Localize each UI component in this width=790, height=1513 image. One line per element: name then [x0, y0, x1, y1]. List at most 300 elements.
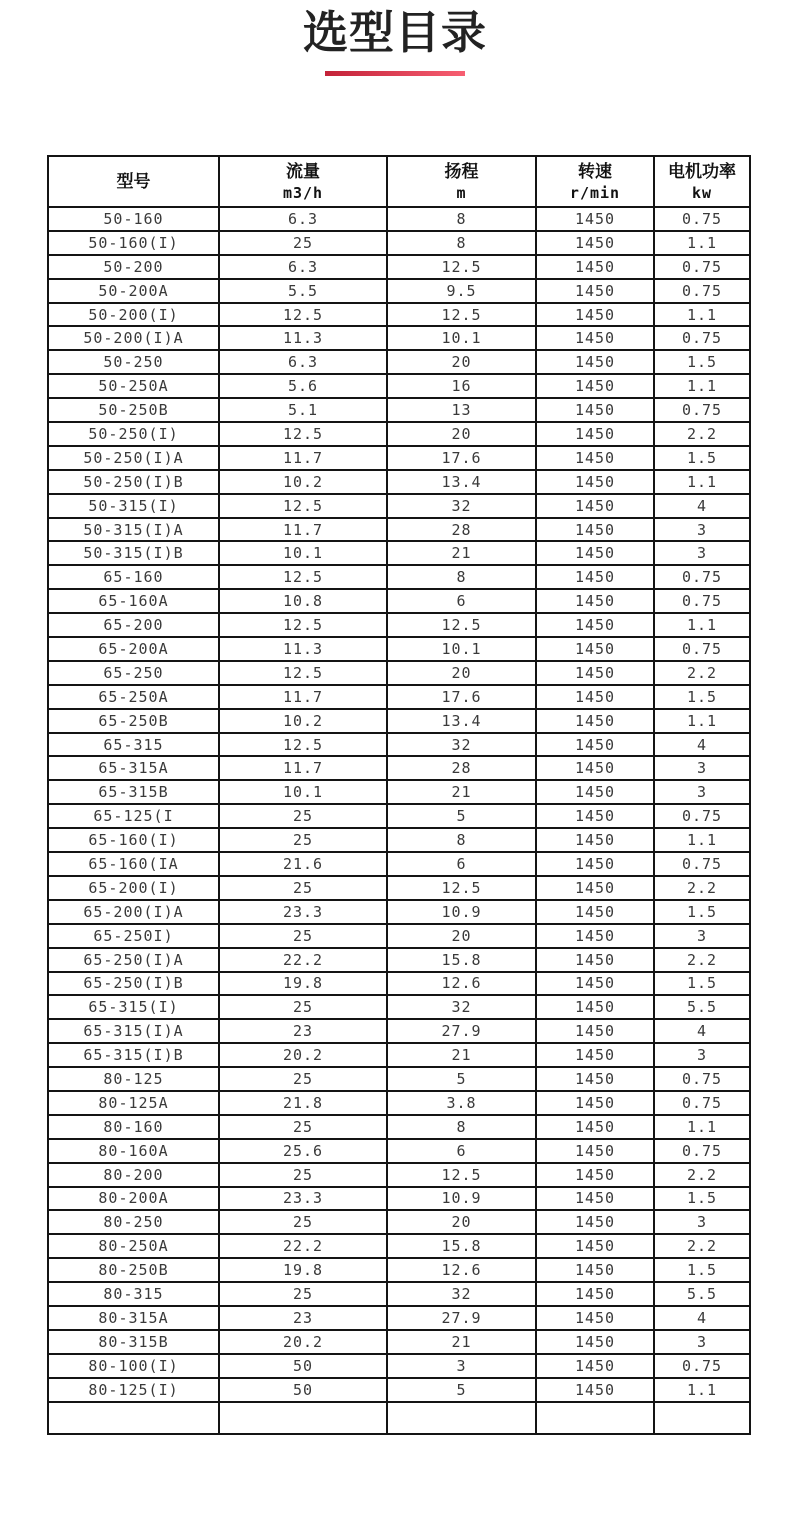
- page-title: 选型目录: [302, 6, 487, 59]
- selection-table-container: [47, 155, 753, 1435]
- cell-model: 80-200: [48, 1163, 219, 1187]
- cell-speed: 1450: [536, 804, 654, 828]
- table-body: [48, 207, 750, 1434]
- cell-speed: 1450: [536, 685, 654, 709]
- cell-model: 50-315(I): [48, 494, 219, 518]
- cell-power: 0.75: [654, 1354, 750, 1378]
- cell-speed: 1450: [536, 470, 654, 494]
- cell-power: 3: [654, 756, 750, 780]
- cell-power: 3: [654, 1210, 750, 1234]
- cell-head: 8: [387, 1115, 536, 1139]
- cell-head: 8: [387, 565, 536, 589]
- cell-speed: 1450: [536, 1210, 654, 1234]
- cell-head: 21: [387, 541, 536, 565]
- cell-head: 6: [387, 1139, 536, 1163]
- table-row: [48, 350, 750, 374]
- table-row: [48, 661, 750, 685]
- cell-power: 1.5: [654, 972, 750, 996]
- cell-model: 65-160(I): [48, 828, 219, 852]
- cell-speed: 1450: [536, 828, 654, 852]
- cell-flow: 20.2: [219, 1330, 387, 1354]
- cell-flow: 22.2: [219, 948, 387, 972]
- cell-model: 50-250(I): [48, 422, 219, 446]
- cell-power: 3: [654, 518, 750, 542]
- cell-head: 10.1: [387, 326, 536, 350]
- cell-flow: 5.5: [219, 279, 387, 303]
- cell-power: 1.1: [654, 1115, 750, 1139]
- cell-head: 20: [387, 350, 536, 374]
- table-row: [48, 1067, 750, 1091]
- cell-head: 12.5: [387, 1163, 536, 1187]
- cell-speed: 1450: [536, 1330, 654, 1354]
- table-row: [48, 828, 750, 852]
- cell-speed: 1450: [536, 1067, 654, 1091]
- table-row: [48, 565, 750, 589]
- cell-model: 65-160: [48, 565, 219, 589]
- cell-speed: 1450: [536, 1163, 654, 1187]
- cell-power: 4: [654, 494, 750, 518]
- cell-speed: 1450: [536, 1019, 654, 1043]
- cell-model: 50-200(I)A: [48, 326, 219, 350]
- cell-power: 2.2: [654, 948, 750, 972]
- cell-head: 3.8: [387, 1091, 536, 1115]
- table-row: [48, 948, 750, 972]
- cell-head: 32: [387, 733, 536, 757]
- table-row: [48, 900, 750, 924]
- cell-model: 65-200(I): [48, 876, 219, 900]
- cell-power: 0.75: [654, 852, 750, 876]
- cell-power: 1.1: [654, 1378, 750, 1402]
- cell-model: 80-315B: [48, 1330, 219, 1354]
- cell-model: 65-200(I)A: [48, 900, 219, 924]
- cell-model: 50-250: [48, 350, 219, 374]
- cell-head: 20: [387, 924, 536, 948]
- cell-flow: 12.5: [219, 613, 387, 637]
- cell-power: 0.75: [654, 207, 750, 231]
- cell-speed: 1450: [536, 422, 654, 446]
- cell-speed: 1450: [536, 661, 654, 685]
- cell-flow: 23.3: [219, 900, 387, 924]
- cell-head: 17.6: [387, 685, 536, 709]
- cell-model: 65-250I): [48, 924, 219, 948]
- cell-head: 5: [387, 804, 536, 828]
- cell-empty: [48, 1402, 219, 1434]
- cell-model: 50-315(I)B: [48, 541, 219, 565]
- cell-flow: 12.5: [219, 733, 387, 757]
- cell-flow: 23: [219, 1019, 387, 1043]
- cell-speed: 1450: [536, 1043, 654, 1067]
- table-row: [48, 398, 750, 422]
- table-row: [48, 422, 750, 446]
- cell-power: 1.1: [654, 828, 750, 852]
- cell-flow: 12.5: [219, 661, 387, 685]
- cell-speed: 1450: [536, 1091, 654, 1115]
- cell-power: 5.5: [654, 1282, 750, 1306]
- cell-head: 21: [387, 1043, 536, 1067]
- cell-flow: 25: [219, 995, 387, 1019]
- cell-speed: 1450: [536, 541, 654, 565]
- cell-flow: 6.3: [219, 255, 387, 279]
- cell-flow: 12.5: [219, 494, 387, 518]
- table-row: [48, 589, 750, 613]
- cell-flow: 21.6: [219, 852, 387, 876]
- cell-speed: 1450: [536, 303, 654, 327]
- table-row: [48, 231, 750, 255]
- cell-power: 1.1: [654, 303, 750, 327]
- cell-speed: 1450: [536, 972, 654, 996]
- cell-power: 2.2: [654, 1234, 750, 1258]
- selection-table: [47, 155, 751, 1435]
- column-header-unit: kw: [691, 183, 713, 202]
- cell-speed: 1450: [536, 948, 654, 972]
- cell-model: 80-200A: [48, 1187, 219, 1211]
- table-row: [48, 279, 750, 303]
- column-header-speed: [536, 156, 654, 207]
- cell-head: 20: [387, 1210, 536, 1234]
- column-header-unit: m: [456, 183, 467, 202]
- table-row: [48, 1354, 750, 1378]
- cell-model: 50-250B: [48, 398, 219, 422]
- cell-head: 13.4: [387, 709, 536, 733]
- cell-head: 10.9: [387, 1187, 536, 1211]
- table-row: [48, 995, 750, 1019]
- cell-flow: 10.8: [219, 589, 387, 613]
- cell-head: 8: [387, 231, 536, 255]
- cell-flow: 25.6: [219, 1139, 387, 1163]
- cell-flow: 25: [219, 1282, 387, 1306]
- cell-model: 65-250A: [48, 685, 219, 709]
- cell-speed: 1450: [536, 637, 654, 661]
- table-row: [48, 876, 750, 900]
- cell-speed: 1450: [536, 1306, 654, 1330]
- cell-power: 2.2: [654, 661, 750, 685]
- cell-model: 80-100(I): [48, 1354, 219, 1378]
- cell-model: 50-160(I): [48, 231, 219, 255]
- table-row: [48, 924, 750, 948]
- cell-head: 16: [387, 374, 536, 398]
- cell-flow: 25: [219, 1067, 387, 1091]
- cell-power: 0.75: [654, 255, 750, 279]
- table-row: [48, 756, 750, 780]
- table-row: [48, 1210, 750, 1234]
- cell-speed: 1450: [536, 780, 654, 804]
- cell-model: 65-315(I): [48, 995, 219, 1019]
- column-header-unit: r/min: [569, 183, 621, 202]
- cell-head: 12.6: [387, 972, 536, 996]
- cell-flow: 21.8: [219, 1091, 387, 1115]
- cell-speed: 1450: [536, 1282, 654, 1306]
- table-row: [48, 255, 750, 279]
- cell-flow: 25: [219, 1210, 387, 1234]
- header-row: [48, 156, 750, 207]
- cell-flow: 10.1: [219, 780, 387, 804]
- table-row: [48, 852, 750, 876]
- cell-model: 80-250: [48, 1210, 219, 1234]
- table-row: [48, 613, 750, 637]
- cell-head: 10.9: [387, 900, 536, 924]
- column-header-head: [387, 156, 536, 207]
- cell-speed: 1450: [536, 589, 654, 613]
- table-row: [48, 1139, 750, 1163]
- cell-model: 65-315: [48, 733, 219, 757]
- cell-speed: 1450: [536, 1234, 654, 1258]
- cell-model: 50-315(I)A: [48, 518, 219, 542]
- cell-head: 17.6: [387, 446, 536, 470]
- cell-head: 12.5: [387, 613, 536, 637]
- cell-speed: 1450: [536, 398, 654, 422]
- cell-flow: 10.1: [219, 541, 387, 565]
- cell-power: 1.5: [654, 1258, 750, 1282]
- cell-model: 65-315(I)B: [48, 1043, 219, 1067]
- table-row: [48, 1234, 750, 1258]
- cell-model: 65-250(I)A: [48, 948, 219, 972]
- cell-flow: 25: [219, 1115, 387, 1139]
- column-header-label: 电机功率: [668, 161, 736, 182]
- table-row-partial: [48, 1402, 750, 1434]
- column-header-label: 扬程: [444, 161, 479, 182]
- title-underline: [325, 71, 465, 76]
- cell-head: 8: [387, 207, 536, 231]
- cell-flow: 19.8: [219, 972, 387, 996]
- cell-speed: 1450: [536, 995, 654, 1019]
- table-row: [48, 1115, 750, 1139]
- cell-model: 50-200: [48, 255, 219, 279]
- cell-flow: 11.3: [219, 326, 387, 350]
- cell-head: 12.5: [387, 255, 536, 279]
- cell-empty: [654, 1402, 750, 1434]
- table-row: [48, 1258, 750, 1282]
- cell-flow: 23.3: [219, 1187, 387, 1211]
- table-row: [48, 709, 750, 733]
- cell-speed: 1450: [536, 231, 654, 255]
- table-row: [48, 637, 750, 661]
- cell-model: 50-160: [48, 207, 219, 231]
- cell-flow: 11.3: [219, 637, 387, 661]
- cell-head: 10.1: [387, 637, 536, 661]
- cell-model: 65-315(I)A: [48, 1019, 219, 1043]
- cell-flow: 25: [219, 876, 387, 900]
- cell-flow: 12.5: [219, 303, 387, 327]
- cell-model: 65-315B: [48, 780, 219, 804]
- cell-head: 27.9: [387, 1306, 536, 1330]
- cell-model: 80-160A: [48, 1139, 219, 1163]
- cell-model: 65-200A: [48, 637, 219, 661]
- cell-flow: 25: [219, 231, 387, 255]
- cell-model: 50-200(I): [48, 303, 219, 327]
- cell-power: 2.2: [654, 1163, 750, 1187]
- table-row: [48, 518, 750, 542]
- cell-power: 1.1: [654, 709, 750, 733]
- column-header-label: 转速: [578, 161, 612, 182]
- table-row: [48, 303, 750, 327]
- cell-head: 28: [387, 518, 536, 542]
- cell-flow: 11.7: [219, 756, 387, 780]
- cell-head: 3: [387, 1354, 536, 1378]
- cell-speed: 1450: [536, 326, 654, 350]
- table-row: [48, 1306, 750, 1330]
- cell-head: 32: [387, 1282, 536, 1306]
- cell-power: 3: [654, 1043, 750, 1067]
- table-row: [48, 804, 750, 828]
- cell-power: 3: [654, 541, 750, 565]
- table-row: [48, 1091, 750, 1115]
- cell-power: 5.5: [654, 995, 750, 1019]
- table-row: [48, 1043, 750, 1067]
- table-row: [48, 494, 750, 518]
- table-row: [48, 207, 750, 231]
- column-header-unit: m3/h: [282, 183, 324, 202]
- cell-model: 80-125(I): [48, 1378, 219, 1402]
- cell-flow: 5.6: [219, 374, 387, 398]
- cell-head: 5: [387, 1378, 536, 1402]
- cell-speed: 1450: [536, 1258, 654, 1282]
- column-header-label: 型号: [116, 171, 151, 192]
- cell-head: 9.5: [387, 279, 536, 303]
- table-row: [48, 780, 750, 804]
- cell-flow: 19.8: [219, 1258, 387, 1282]
- cell-flow: 22.2: [219, 1234, 387, 1258]
- cell-model: 80-315A: [48, 1306, 219, 1330]
- table-row: [48, 1330, 750, 1354]
- cell-flow: 10.2: [219, 709, 387, 733]
- cell-model: 80-160: [48, 1115, 219, 1139]
- cell-model: 80-315: [48, 1282, 219, 1306]
- cell-head: 6: [387, 589, 536, 613]
- cell-head: 12.5: [387, 303, 536, 327]
- cell-power: 0.75: [654, 398, 750, 422]
- cell-power: 3: [654, 780, 750, 804]
- cell-model: 65-200: [48, 613, 219, 637]
- cell-model: 65-315A: [48, 756, 219, 780]
- cell-head: 20: [387, 422, 536, 446]
- table-row: [48, 1282, 750, 1306]
- table-row: [48, 470, 750, 494]
- cell-flow: 12.5: [219, 422, 387, 446]
- cell-power: 4: [654, 1306, 750, 1330]
- cell-speed: 1450: [536, 207, 654, 231]
- cell-speed: 1450: [536, 1354, 654, 1378]
- cell-power: 2.2: [654, 422, 750, 446]
- cell-model: 80-250A: [48, 1234, 219, 1258]
- cell-head: 32: [387, 494, 536, 518]
- cell-model: 50-250A: [48, 374, 219, 398]
- cell-flow: 10.2: [219, 470, 387, 494]
- cell-head: 15.8: [387, 948, 536, 972]
- cell-flow: 11.7: [219, 685, 387, 709]
- column-header-power: [654, 156, 750, 207]
- cell-flow: 12.5: [219, 565, 387, 589]
- cell-flow: 25: [219, 924, 387, 948]
- cell-speed: 1450: [536, 1115, 654, 1139]
- cell-power: 0.75: [654, 804, 750, 828]
- cell-head: 5: [387, 1067, 536, 1091]
- cell-flow: 20.2: [219, 1043, 387, 1067]
- cell-speed: 1450: [536, 518, 654, 542]
- cell-power: 1.5: [654, 685, 750, 709]
- cell-flow: 50: [219, 1378, 387, 1402]
- cell-power: 1.5: [654, 350, 750, 374]
- table-row: [48, 1378, 750, 1402]
- cell-power: 1.1: [654, 231, 750, 255]
- cell-empty: [219, 1402, 387, 1434]
- cell-power: 0.75: [654, 279, 750, 303]
- cell-flow: 25: [219, 828, 387, 852]
- cell-head: 13: [387, 398, 536, 422]
- cell-head: 15.8: [387, 1234, 536, 1258]
- cell-model: 65-160(IA: [48, 852, 219, 876]
- cell-speed: 1450: [536, 733, 654, 757]
- cell-power: 1.5: [654, 900, 750, 924]
- cell-speed: 1450: [536, 756, 654, 780]
- cell-head: 12.5: [387, 876, 536, 900]
- table-row: [48, 1163, 750, 1187]
- cell-power: 1.1: [654, 613, 750, 637]
- cell-flow: 11.7: [219, 518, 387, 542]
- cell-flow: 6.3: [219, 207, 387, 231]
- table-row: [48, 733, 750, 757]
- cell-speed: 1450: [536, 374, 654, 398]
- table-row: [48, 1187, 750, 1211]
- cell-empty: [387, 1402, 536, 1434]
- cell-power: 3: [654, 1330, 750, 1354]
- cell-speed: 1450: [536, 446, 654, 470]
- table-row: [48, 374, 750, 398]
- cell-empty: [536, 1402, 654, 1434]
- cell-model: 50-250(I)A: [48, 446, 219, 470]
- cell-speed: 1450: [536, 876, 654, 900]
- cell-head: 20: [387, 661, 536, 685]
- cell-head: 28: [387, 756, 536, 780]
- table-row: [48, 685, 750, 709]
- cell-speed: 1450: [536, 924, 654, 948]
- cell-flow: 5.1: [219, 398, 387, 422]
- cell-power: 0.75: [654, 326, 750, 350]
- cell-power: 1.1: [654, 374, 750, 398]
- table-row: [48, 446, 750, 470]
- table-row: [48, 1019, 750, 1043]
- cell-head: 21: [387, 780, 536, 804]
- cell-head: 8: [387, 828, 536, 852]
- cell-speed: 1450: [536, 900, 654, 924]
- cell-power: 0.75: [654, 1067, 750, 1091]
- cell-power: 2.2: [654, 876, 750, 900]
- cell-flow: 25: [219, 1163, 387, 1187]
- cell-power: 0.75: [654, 589, 750, 613]
- cell-flow: 23: [219, 1306, 387, 1330]
- column-header-label: 流量: [286, 161, 320, 182]
- cell-speed: 1450: [536, 1187, 654, 1211]
- cell-speed: 1450: [536, 255, 654, 279]
- cell-head: 13.4: [387, 470, 536, 494]
- cell-power: 3: [654, 924, 750, 948]
- cell-head: 32: [387, 995, 536, 1019]
- cell-power: 4: [654, 733, 750, 757]
- cell-power: 0.75: [654, 637, 750, 661]
- column-header-flow: [219, 156, 387, 207]
- cell-speed: 1450: [536, 494, 654, 518]
- cell-model: 65-125(I: [48, 804, 219, 828]
- cell-speed: 1450: [536, 279, 654, 303]
- cell-model: 80-250B: [48, 1258, 219, 1282]
- cell-power: 0.75: [654, 1139, 750, 1163]
- cell-speed: 1450: [536, 613, 654, 637]
- cell-flow: 25: [219, 804, 387, 828]
- cell-flow: 11.7: [219, 446, 387, 470]
- table-row: [48, 972, 750, 996]
- cell-speed: 1450: [536, 1378, 654, 1402]
- cell-power: 0.75: [654, 1091, 750, 1115]
- cell-flow: 50: [219, 1354, 387, 1378]
